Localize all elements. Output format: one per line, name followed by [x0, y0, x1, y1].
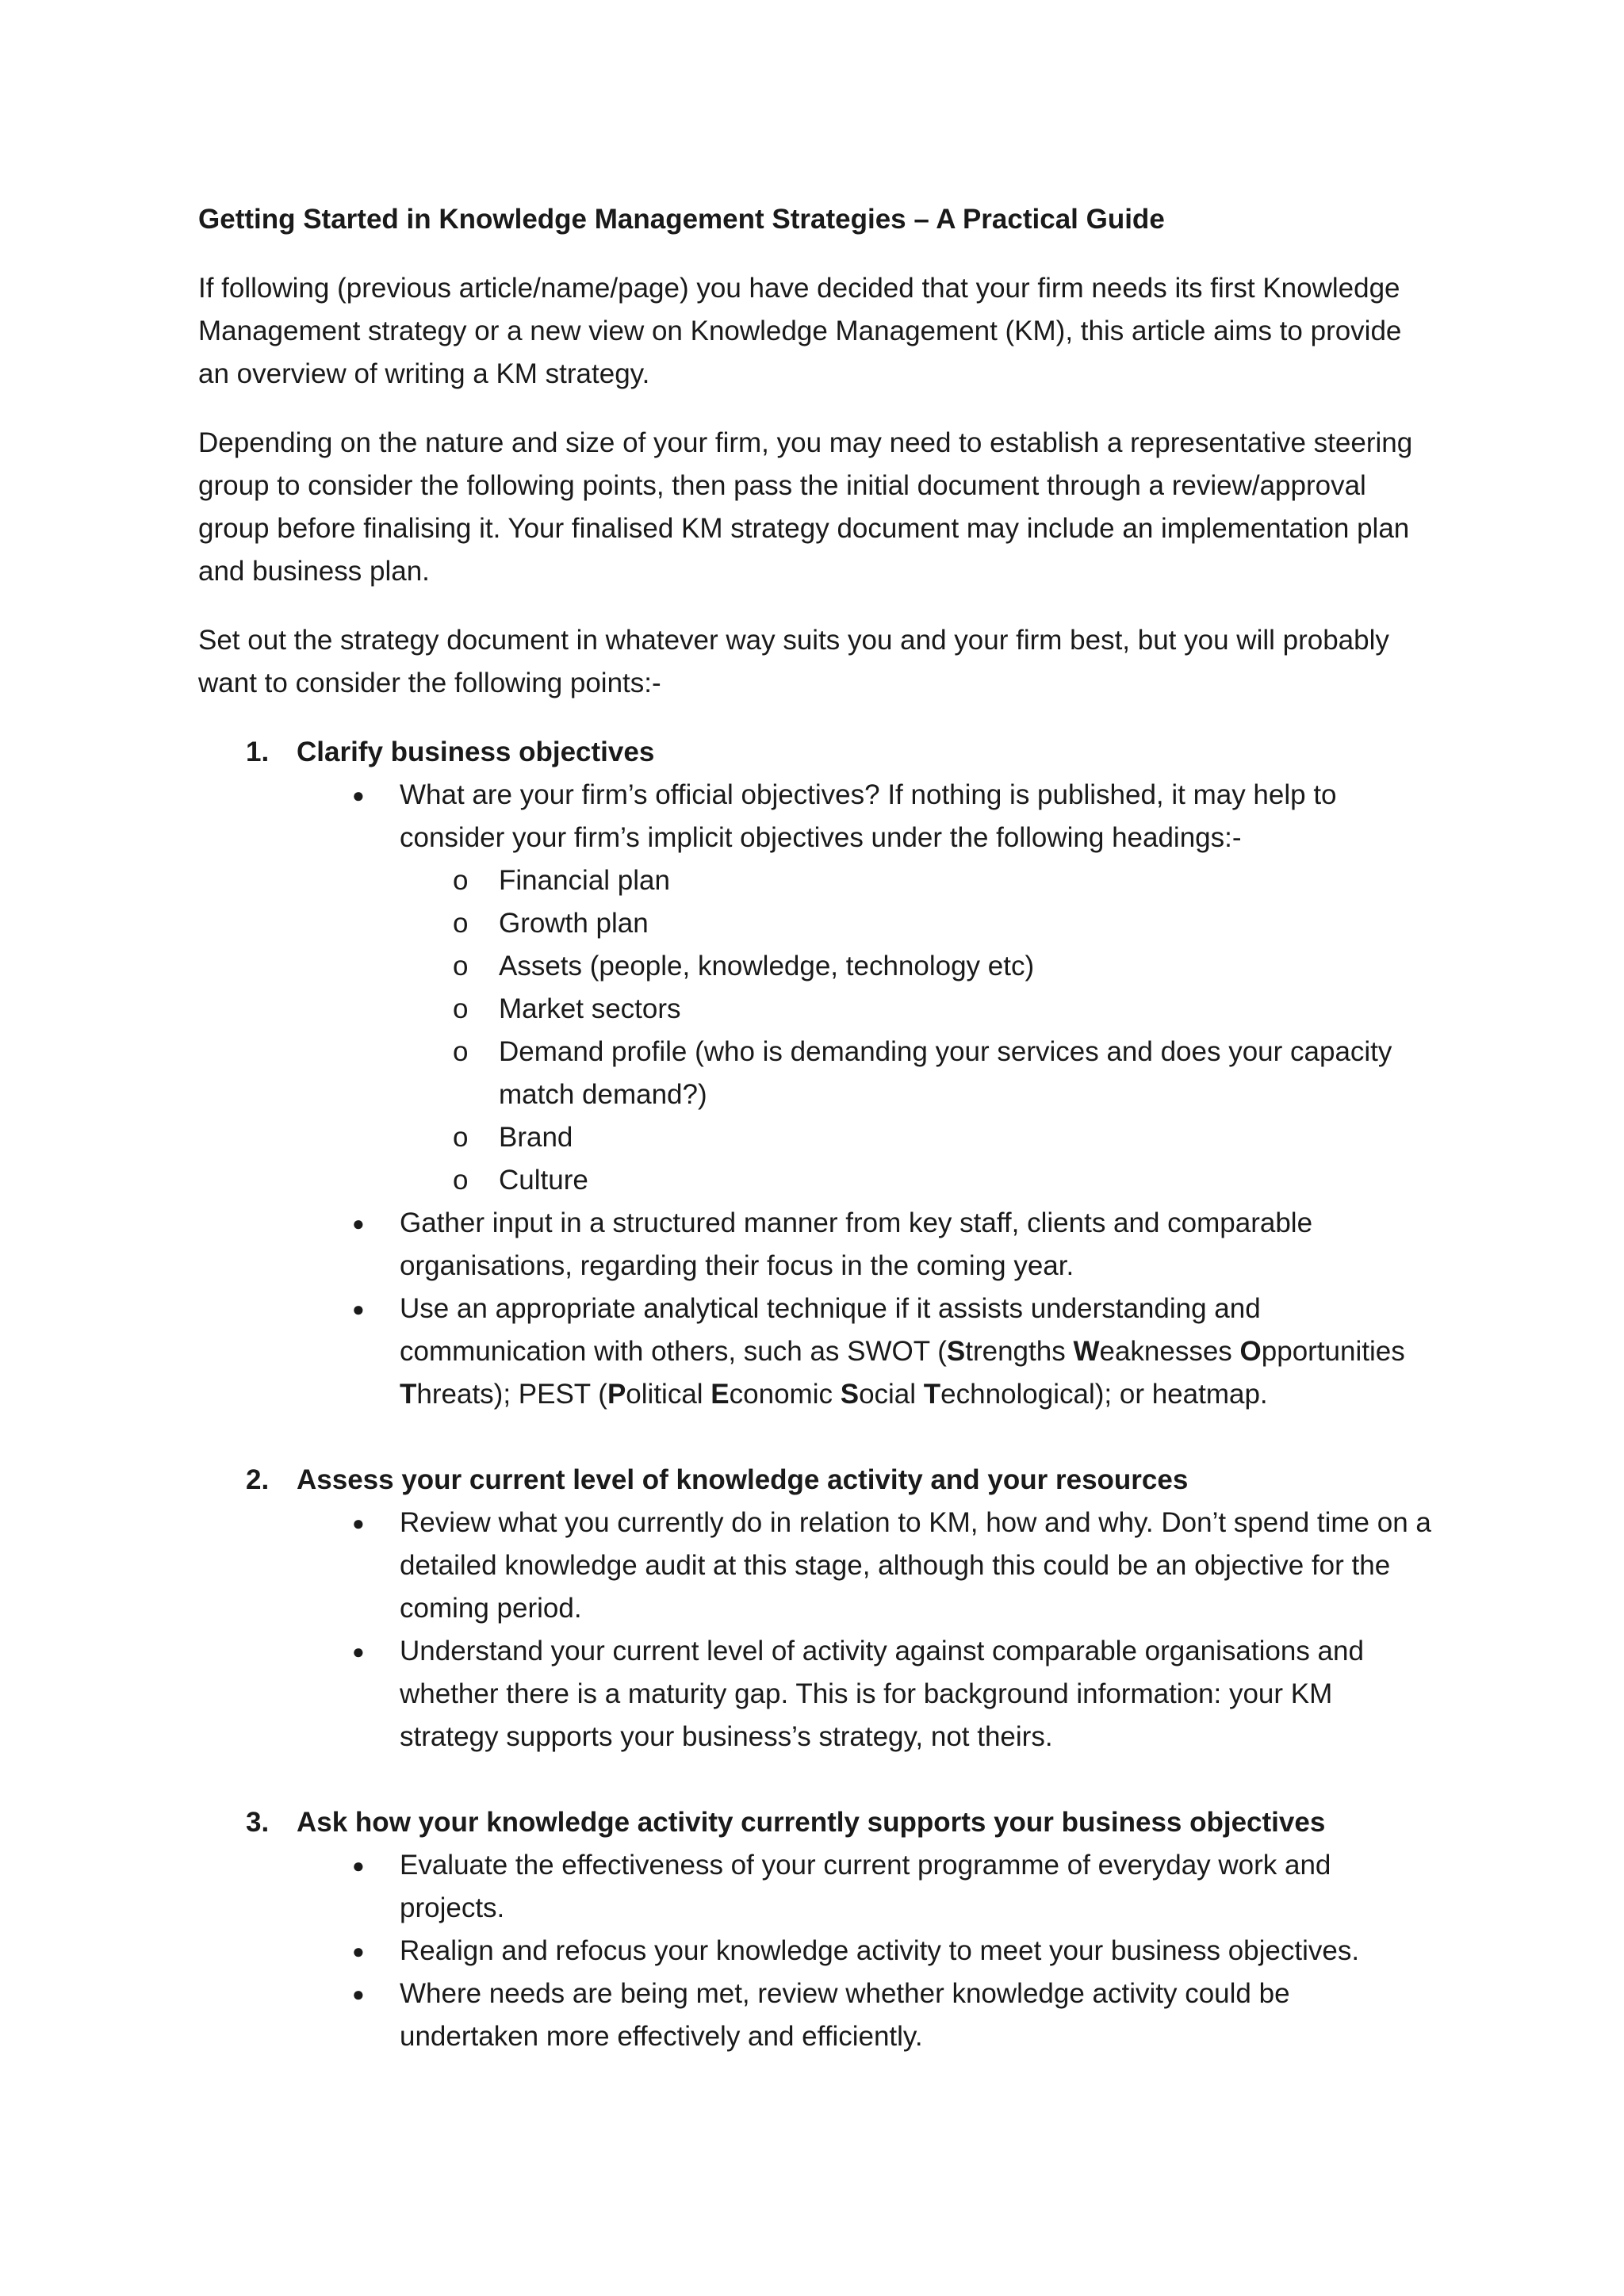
section-number: 3.: [246, 1807, 270, 1838]
sub-item: [453, 1159, 1435, 1202]
section-heading: Assess your current level of knowledge activity and your resources: [297, 1464, 1189, 1495]
bullet-item: [352, 1202, 1435, 1288]
swot-letter: O: [1239, 1336, 1262, 1367]
bullet-marker: ●: [352, 1211, 365, 1235]
bullet-item: [352, 1844, 1435, 1930]
steering-group-paragraph: Depending on the nature and size of your firm, you may need to establish a representative steering group to consider the following points, then pass the initial document through a review/approval group before finalising it. Your finalised KM strategy document may include an implementation plan and business plan.: [198, 427, 1413, 587]
sub-item-text: Assets (people, knowledge, technology etc): [499, 951, 1035, 982]
section-item: [198, 1459, 1435, 1758]
section-number: 1.: [246, 737, 270, 767]
bullet-marker: ●: [352, 1640, 365, 1663]
section-heading: Clarify business objectives: [297, 737, 655, 767]
sub-item-text: Market sectors: [499, 993, 681, 1024]
sub-item-text: Culture: [499, 1165, 588, 1196]
section-item: [198, 1801, 1435, 2058]
document-title: Getting Started in Knowledge Management Strategies – A Practical Guide: [198, 204, 1165, 235]
bullet-text: Understand your current level of activity against comparable organisations and whether there is a maturity gap. This is for background information: your KM strategy supports your business’s strategy, not theirs.: [400, 1636, 1364, 1752]
bullet-text: Realign and refocus your knowledge activity to meet your business objectives.: [400, 1935, 1360, 1966]
bullet-text: Gather input in a structured manner from key staff, clients and comparable organisations, regarding their focus in the coming year.: [400, 1207, 1313, 1281]
swot-letter: S: [946, 1336, 966, 1367]
sub-item: [453, 945, 1435, 988]
sub-item-text: Financial plan: [499, 865, 670, 896]
sub-item: [453, 902, 1435, 945]
bullet-marker: ●: [352, 1511, 365, 1535]
section-number: 2.: [246, 1464, 270, 1495]
intro-paragraph: If following (previous article/name/page) you have decided that your firm needs its first Knowledge Management strategy or a new view on Knowledge Management (KM), this article aims to provide an overview of writing a KM strategy.: [198, 273, 1402, 389]
bullet-item: [352, 1930, 1435, 1973]
sub-marker: o: [453, 908, 469, 939]
bullet-text: Review what you currently do in relation to KM, how and why. Don’t spend time on a detailed knowledge audit at this stage, although this could be an objective for the coming period.: [400, 1507, 1431, 1624]
sub-marker: o: [453, 1036, 469, 1067]
bullet-marker: ●: [352, 1297, 365, 1321]
bullet-item: [352, 774, 1435, 1202]
section-heading: Ask how your knowledge activity currently supports your business objectives: [297, 1807, 1326, 1838]
bullet-item: [352, 1973, 1435, 2058]
bullet-item: [352, 1630, 1435, 1758]
document-page: [198, 198, 1435, 2058]
pest-letter: E: [710, 1379, 730, 1410]
sub-list: [400, 859, 1435, 1202]
sub-item-text: Demand profile (who is demanding your services and does your capacity match demand?): [499, 1036, 1392, 1110]
bullet-marker: ●: [352, 783, 365, 807]
sub-marker: o: [453, 993, 469, 1024]
sub-item: [453, 1031, 1435, 1116]
bullet-list: [297, 1502, 1435, 1758]
bullet-list: [297, 1844, 1435, 2058]
section-item: [198, 731, 1435, 1416]
bullet-marker: ●: [352, 1982, 365, 2006]
bullet-marker: ●: [352, 1939, 365, 1963]
sub-marker: o: [453, 1165, 469, 1196]
sub-item: [453, 859, 1435, 902]
pest-letter: P: [607, 1379, 626, 1410]
pest-letter: T: [923, 1379, 941, 1410]
considerations-paragraph: Set out the strategy document in whatever way suits you and your firm best, but you will probably want to consider the following points:-: [198, 625, 1389, 698]
bullet-list: [297, 774, 1435, 1416]
sub-marker: o: [453, 951, 469, 982]
sub-marker: o: [453, 1122, 469, 1153]
sub-marker: o: [453, 865, 469, 896]
pest-letter: S: [840, 1379, 860, 1410]
sub-item: [453, 1116, 1435, 1159]
sub-item-text: Brand: [499, 1122, 573, 1153]
bullet-text: Use an appropriate analytical technique if it assists understanding and communication with others, such as SWOT (Strengths Weaknesses Opportunities Threats); PEST (Political Economic Social Technological); or heatmap.: [400, 1293, 1405, 1410]
swot-letter: T: [400, 1379, 417, 1410]
swot-letter: W: [1073, 1336, 1100, 1367]
sub-item: [453, 988, 1435, 1031]
bullet-text: Evaluate the effectiveness of your current programme of everyday work and projects.: [400, 1850, 1331, 1923]
bullet-marker: ●: [352, 1854, 365, 1877]
sub-item-text: Growth plan: [499, 908, 649, 939]
bullet-text: Where needs are being met, review whether knowledge activity could be undertaken more effectively and efficiently.: [400, 1978, 1290, 2052]
strategy-steps-list: [198, 731, 1435, 2058]
bullet-item: [352, 1502, 1435, 1630]
bullet-item: [352, 1288, 1435, 1416]
bullet-text: What are your firm’s official objectives? If nothing is published, it may help to consider your firm’s implicit objectives under the following headings:-: [400, 779, 1337, 853]
